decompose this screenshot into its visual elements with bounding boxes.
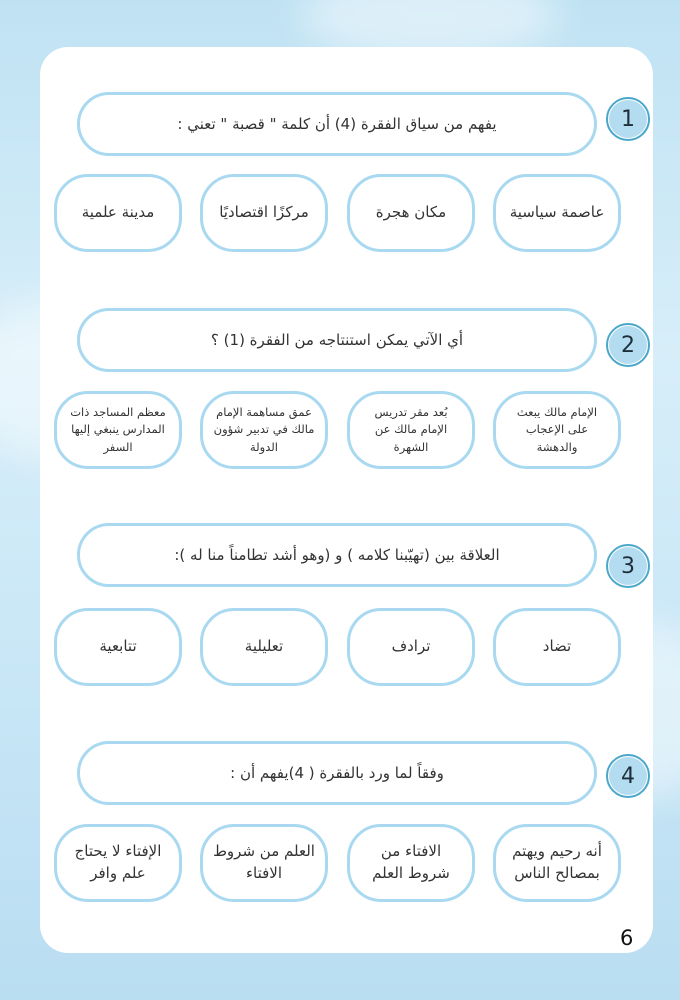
q4-option-2[interactable]: الافتاء من شروط العلم [347,824,475,902]
question-3-number-badge [606,544,654,592]
question-3-text: العلاقة بين (تهيّبنا كلامه ) و (وهو أشد تطامناً منا له ): [77,523,597,587]
question-2-number-badge [606,323,654,371]
q3-option-4[interactable]: تتابعية [54,608,182,686]
q4-option-3[interactable]: العلم من شروط الافتاء [200,824,328,902]
question-2-text: أي الآتي يمكن استنتاجه من الفقرة (1) ؟ [77,308,597,372]
q3-option-2[interactable]: ترادف [347,608,475,686]
question-1-number-badge [606,97,654,145]
question-4-number-badge [606,754,654,802]
q1-option-4[interactable]: مدينة علمية [54,174,182,252]
q4-option-1[interactable]: أنه رحيم ويهتم بمصالح الناس [493,824,621,902]
q2-option-1[interactable]: الإمام مالك يبعث على الإعجاب والدهشة [493,391,621,469]
q1-option-3[interactable]: مركزًا اقتصاديًا [200,174,328,252]
page-number: 6 [620,926,634,950]
q2-option-4[interactable]: معظم المساجد ذات المدارس ينبغي إليها السفر [54,391,182,469]
q1-option-1[interactable]: عاصمة سياسية [493,174,621,252]
q3-option-1[interactable]: تضاد [493,608,621,686]
q3-option-3[interactable]: تعليلية [200,608,328,686]
q2-option-2[interactable]: بُعد مقر تدريس الإمام مالك عن الشهرة [347,391,475,469]
q2-option-3[interactable]: عمق مساهمة الإمام مالك في تدبير شؤون الدولة [200,391,328,469]
question-1-text: يفهم من سياق الفقرة (4) أن كلمة " قصبة " تعني : [77,92,597,156]
q1-option-2[interactable]: مكان هجرة [347,174,475,252]
question-4-text: وفقاً لما ورد بالفقرة ( 4)يفهم أن : [77,741,597,805]
q4-option-4[interactable]: الإفتاء لا يحتاج علم وافر [54,824,182,902]
question-3-number: 3 [609,547,647,585]
question-1-number: 1 [609,100,647,138]
question-2-number: 2 [609,326,647,364]
question-4-number: 4 [609,757,647,795]
